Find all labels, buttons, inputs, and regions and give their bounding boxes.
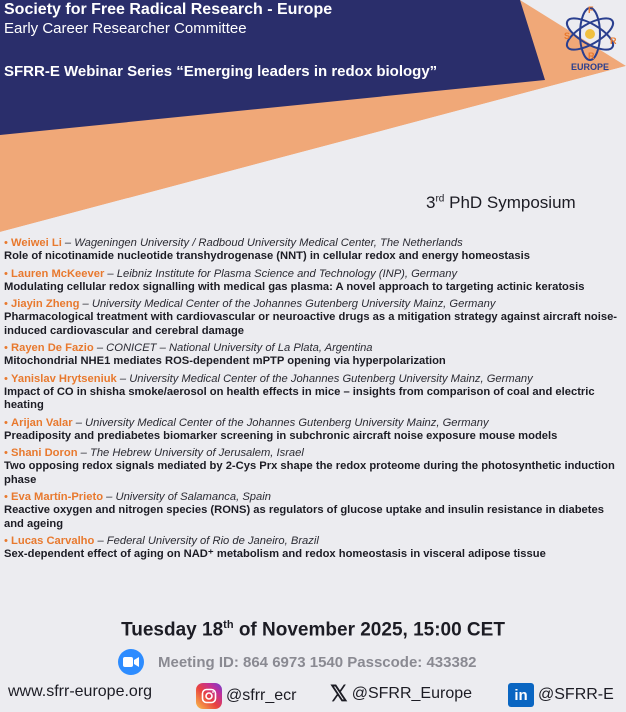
talk-item [4, 490, 622, 531]
instagram-handle[interactable] [196, 683, 296, 709]
x-handle[interactable] [330, 683, 472, 705]
bullet-icon: • [4, 372, 12, 385]
x-label: @SFRR_Europe [351, 685, 473, 702]
svg-text:R: R [588, 51, 595, 61]
bullet-icon: • [4, 342, 12, 354]
talk-item [4, 446, 622, 487]
speaker-name: Weiwei Li [11, 237, 62, 249]
talk-title: Modulating cellular redox signalling with medical gas plasma: A novel approach to targeting actinic keratosis [4, 280, 585, 293]
talk-item [4, 534, 622, 562]
speaker-affiliation: – Federal University of Rio de Janeiro, Brazil [94, 535, 319, 547]
bullet-icon: • [4, 298, 12, 310]
speaker-affiliation: – Wageningen University / Radboud University Medical Center, The Netherlands [61, 237, 463, 249]
header [4, 0, 332, 38]
speaker-affiliation: – University Medical Center of the Johannes Gutenberg University Mainz, Germany [116, 372, 533, 385]
speaker-affiliation: – University of Salamanca, Spain [103, 491, 271, 503]
talk-item [4, 297, 622, 338]
meeting-credentials: Meeting ID: 864 6973 1540 Passcode: 433382 [158, 653, 477, 671]
meeting-info [118, 648, 477, 676]
speaker-name: Jiayin Zheng [11, 298, 80, 310]
instagram-label: @sfrr_ecr [226, 687, 297, 704]
instagram-icon [196, 683, 222, 709]
website-link[interactable]: www.sfrr-europe.org [8, 683, 153, 700]
speaker-affiliation: – CONICET – National University of La Plata, Argentina [93, 342, 373, 354]
footer [0, 679, 626, 709]
bullet-icon: • [4, 237, 12, 249]
talk-title: Impact of CO in shisha smoke/aerosol on health effects in mice – insights from comparison of coal and electric heating [4, 385, 595, 411]
svg-text:F: F [588, 5, 594, 15]
speaker-name: Shani Doron [11, 447, 78, 459]
talk-title: Preadiposity and prediabetes biomarker screening in subchronic aircraft noise exposure mouse models [4, 429, 558, 442]
speaker-affiliation: – University Medical Center of the Johannes Gutenberg University Mainz, Germany [79, 298, 496, 310]
speaker-name: Yanislav Hrytseniuk [11, 372, 117, 385]
linkedin-icon: in [508, 683, 534, 707]
talk-title: Mitochondrial NHE1 mediates ROS-dependent mPTP opening via hyperpolarization [4, 355, 446, 367]
linkedin-label: @SFRR-E [538, 686, 614, 703]
bullet-icon: • [4, 447, 12, 459]
event-date: Tuesday 18th of November 2025, 15:00 CET [121, 619, 505, 641]
speaker-name: Lucas Carvalho [11, 535, 95, 547]
talk-title: Reactive oxygen and nitrogen species (RONS) as regulators of glucose uptake and insulin resistance in diabetes and ageing [4, 504, 604, 530]
talk-item [4, 236, 622, 264]
speaker-name: Rayen De Fazio [11, 342, 94, 354]
talk-title: Role of nicotinamide nucleotide transhydrogenase (NNT) in cellular redox and energy homeostasis [4, 250, 530, 262]
speaker-name: Lauren McKeever [11, 267, 105, 280]
svg-text:R: R [610, 36, 617, 46]
talk-title: Sex-dependent effect of aging on NAD⁺ metabolism and redox homeostasis in visceral adipose tissue [4, 548, 546, 560]
bullet-icon: • [4, 267, 12, 280]
talk-item [4, 267, 622, 295]
speaker-affiliation: – Leibniz Institute for Plasma Science and Technology (INP), Germany [104, 267, 458, 280]
speaker-affiliation: – University Medical Center of the Johannes Gutenberg University Mainz, Germany [72, 416, 489, 429]
logo-label: EUROPE [570, 62, 609, 72]
speaker-affiliation: – The Hebrew University of Jerusalem, Israel [77, 447, 304, 459]
bullet-icon: • [4, 535, 12, 547]
bullet-icon: • [4, 491, 12, 503]
talk-item [4, 416, 622, 444]
linkedin-handle[interactable] [508, 683, 614, 707]
webinar-series-title: SFRR-E Webinar Series “Emerging leaders in redox biology” [4, 63, 438, 80]
x-icon: 𝕏 [330, 681, 348, 706]
bullet-icon: • [4, 416, 12, 429]
talk-title: Two opposing redox signals mediated by 2-Cys Prx shape the redox proteome during the photosynthetic induction phase [4, 460, 615, 486]
zoom-icon[interactable] [118, 649, 144, 675]
organization-name: Society for Free Radical Research - Europe [4, 1, 333, 18]
speaker-name: Arijan Valar [11, 416, 73, 429]
talk-item [4, 341, 622, 369]
speaker-name: Eva Martín-Prieto [11, 491, 104, 503]
talk-list [4, 236, 622, 565]
talk-title: Pharmacological treatment with cardiovascular or neuroactive drugs as a mitigation strategy against aircraft noise-induced cardiovascular and cerebral damage [4, 311, 618, 337]
svg-text:S: S [564, 31, 571, 41]
committee-name: Early Career Researcher Committee [4, 20, 247, 37]
symposium-title: 3rd PhD Symposium [426, 193, 576, 212]
talk-item [4, 372, 622, 413]
